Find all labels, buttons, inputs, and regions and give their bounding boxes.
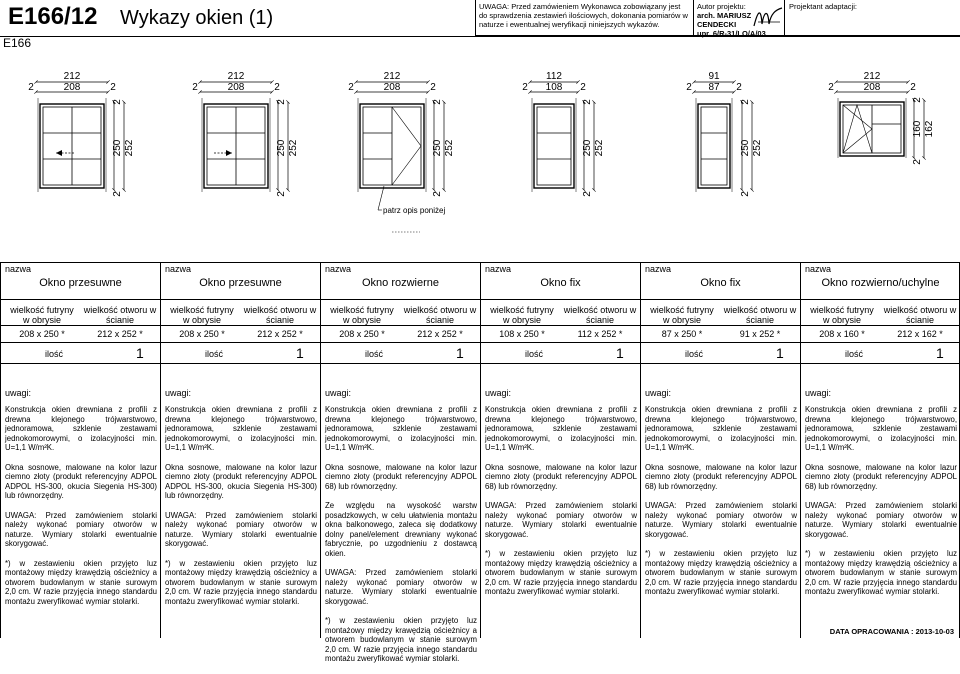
- row-divider: [321, 342, 480, 343]
- row-divider: [321, 363, 480, 364]
- frame-size-label: wielkość futryny w obrysie: [10, 305, 74, 325]
- title-block: [0, 0, 960, 62]
- w1-gap-top: 2: [112, 99, 123, 105]
- w6-width-inner: 208: [863, 82, 881, 93]
- row-divider: [1, 325, 160, 326]
- opening-size-label: wielkość otworu w ścianie: [403, 305, 477, 325]
- quantity-value: 1: [936, 345, 944, 361]
- adapt-cell: [785, 0, 960, 36]
- window-column: [320, 262, 480, 664]
- quantity-label: ilość: [845, 349, 864, 359]
- quantity-value: 1: [296, 345, 304, 361]
- drawing-code: E166/12: [8, 3, 98, 30]
- quantity-value: 1: [776, 345, 784, 361]
- quantity-value: 1: [616, 345, 624, 361]
- window-name: Okno fix: [700, 277, 741, 289]
- window-1-drawing: [28, 71, 135, 197]
- remark-warning: UWAGA: Przed zamówieniem stolarki należy wykonać pomiary otworów w naturze. Wymiary stolarki ewentualnie skorygować.: [165, 510, 317, 549]
- w5-height-outer: 252: [752, 139, 763, 157]
- remark-finish: Okna sosnowe, malowane na kolor lazur ciemno złoty (produkt referencyjny ADPOL 68) lub równorzędny.: [645, 462, 797, 491]
- row-divider: [481, 363, 640, 364]
- author-label: Autor projektu:: [697, 2, 746, 11]
- adapt-label: Projektant adaptacji:: [789, 2, 857, 11]
- frame-size-value: 208 x 160 *: [819, 329, 865, 339]
- remark-finish: Okna sosnowe, malowane na kolor lazur ciemno złoty (produkt referencyjny ADPOL ADPOL HS-300, okucia Siegenia HS-300) lub równorzędny.: [165, 462, 317, 501]
- window-column: [640, 262, 800, 638]
- opening-size-label: wielkość otworu w ścianie: [83, 305, 157, 325]
- remark-extra: Ze względu na wysokość warstw posadzkowych, w celu ułatwienia montażu okna balkonowego, zaleca się dodatkowy dolny panel/element drewniany wykonać fabrycznie, po uzgodnieniu z dostawcą okien.: [325, 500, 477, 558]
- row-divider: [321, 325, 480, 326]
- name-label: nazwa: [165, 264, 192, 274]
- remarks-label: uwagi:: [485, 388, 512, 398]
- window-name: Okno rozwierno/uchylne: [821, 277, 940, 289]
- row-divider: [641, 363, 800, 364]
- w6-gap-top: 2: [912, 97, 923, 103]
- w2-gap-right: 2: [274, 82, 280, 93]
- notice-cell: [475, 0, 694, 36]
- opening-size-value: 112 x 252 *: [577, 329, 623, 339]
- quantity-label: ilość: [45, 349, 64, 359]
- subtitle-code: E166: [3, 36, 32, 50]
- remark-construction: Konstrukcja okien drewniana z profili z drewna klejonego trójwarstwowo, jednoramowa, szklenie zestawami jednokomorowymi, o izolacyjności min. U=1,1 W/m²K.: [5, 405, 157, 453]
- quantity-label: ilość: [685, 349, 704, 359]
- remark-tolerance: *) w zestawieniu okien przyjęto luz montażowy między krawędzią ościeżnicy a otworem budowlanym w stanie surowym 2,0 cm. W razie przyjęcia innego standardu montażu zweryfikować wymiar stolarki.: [485, 548, 637, 597]
- window-drawings: [0, 62, 960, 262]
- remark-tolerance: *) w zestawieniu okien przyjęto luz montażowy między krawędzią ościeżnicy a otworem budowlanym w stanie surowym 2,0 cm. W razie przyjęcia innego standardu montażu zweryfikować wymiar stolarki.: [325, 616, 477, 664]
- window-column: [480, 262, 640, 638]
- name-label: nazwa: [5, 264, 32, 274]
- remark-warning: UWAGA: Przed zamówieniem stolarki należy wykonać pomiary otworów w naturze. Wymiary stolarki ewentualnie skorygować.: [485, 500, 637, 539]
- w6-height-outer: 162: [924, 120, 935, 138]
- opening-size-label: wielkość otworu w ścianie: [723, 305, 797, 325]
- name-label: nazwa: [645, 264, 672, 274]
- w1-gap-left: 2: [28, 82, 34, 93]
- w1-width-outer: 212: [63, 71, 81, 82]
- w6-height-inner: 160: [912, 120, 923, 138]
- remarks-text: [325, 405, 477, 674]
- window-column: [800, 262, 960, 638]
- remark-construction: Konstrukcja okien drewniana z profili z drewna klejonego trójwarstwowo, jednoramowa, szklenie zestawami jednokomorowymi, o izolacyjności min. U=1,1 W/m²K.: [165, 405, 317, 453]
- row-divider: [801, 325, 960, 326]
- w2-height-inner: 250: [276, 139, 287, 157]
- frame-size-label: wielkość futryny w obrysie: [170, 305, 234, 325]
- quantity-value: 1: [456, 345, 464, 361]
- remark-construction: Konstrukcja okien drewniana z profili z drewna klejonego trójwarstwowo, jednoramowa, szklenie zestawami jednokomorowymi, o izolacyjności min. U=1,1 W/m²K.: [645, 405, 797, 453]
- w4-gap-right: 2: [580, 82, 586, 93]
- frame-size-value: 208 x 250 *: [179, 329, 225, 339]
- frame-size-value: 87 x 250 *: [661, 329, 703, 339]
- w3-gap-right: 2: [430, 82, 436, 93]
- row-divider: [1, 342, 160, 343]
- quantity-value: 1: [136, 345, 144, 361]
- row-divider: [161, 342, 320, 343]
- frame-size-label: wielkość futryny w obrysie: [650, 305, 714, 325]
- w4-gap-top: 2: [582, 99, 593, 105]
- remarks-text: [485, 405, 637, 606]
- w4-width-inner: 108: [545, 82, 563, 93]
- opening-size-value: 212 x 252 *: [257, 329, 303, 339]
- frame-size-label: wielkość futryny w obrysie: [810, 305, 874, 325]
- w5-width-inner: 87: [708, 82, 720, 93]
- w4-gap-left: 2: [522, 82, 528, 93]
- remark-warning: UWAGA: Przed zamówieniem stolarki należy wykonać pomiary otworów w naturze. Wymiary stolarki ewentualnie skorygować.: [5, 510, 157, 549]
- window-6-drawing: [828, 71, 935, 165]
- frame-size-value: 208 x 250 *: [339, 329, 385, 339]
- remark-tolerance: *) w zestawieniu okien przyjęto luz montażowy między krawędzią ościeżnicy a otworem budowlanym w stanie surowym 2,0 cm. W razie przyjęcia innego standardu montażu zweryfikować wymiar stolarki.: [805, 548, 957, 597]
- window-name: Okno fix: [540, 277, 581, 289]
- w6-gap-right: 2: [910, 82, 916, 93]
- signature-icon: [752, 4, 786, 32]
- w1-gap-right: 2: [110, 82, 116, 93]
- w2-gap-top: 2: [276, 99, 287, 105]
- remarks-label: uwagi:: [645, 388, 672, 398]
- quantity-label: ilość: [525, 349, 544, 359]
- author-license: upr. 6/R-31/LO/A/03: [697, 29, 766, 38]
- w5-gap-right: 2: [736, 82, 742, 93]
- remarks-text: [805, 405, 957, 606]
- window-name: Okno rozwierne: [361, 277, 440, 289]
- remark-finish: Okna sosnowe, malowane na kolor lazur ciemno złoty (produkt referencyjny ADPOL ADPOL HS-300, okucia Siegenia HS-300) lub równorzędny.: [5, 462, 157, 501]
- remarks-label: uwagi:: [325, 388, 352, 398]
- callout-text: patrz opis poniżej: [383, 206, 446, 215]
- remark-finish: Okna sosnowe, malowane na kolor lazur ciemno złoty (produkt referencyjny ADPOL 68) lub równorzędny.: [805, 462, 957, 491]
- frame-size-label: wielkość futryny w obrysie: [490, 305, 554, 325]
- w6-gap-bottom: 2: [912, 159, 923, 165]
- remarks-label: uwagi:: [165, 388, 192, 398]
- window-5-drawing: [686, 71, 763, 197]
- remarks-label: uwagi:: [805, 388, 832, 398]
- name-label: nazwa: [325, 264, 352, 274]
- w3-gap-left: 2: [348, 82, 354, 93]
- w3-width-outer: 212: [383, 71, 401, 82]
- w6-width-outer: 212: [863, 71, 881, 82]
- remark-tolerance: *) w zestawieniu okien przyjęto luz montażowy między krawędzią ościeżnicy a otworem budowlanym w stanie surowym 2,0 cm. W razie przyjęcia innego standardu montażu zweryfikować wymiar stolarki.: [645, 548, 797, 597]
- row-divider: [161, 363, 320, 364]
- row-divider: [1, 299, 160, 300]
- remarks-text: [5, 405, 157, 616]
- header-rule: [0, 36, 960, 37]
- remark-finish: Okna sosnowe, malowane na kolor lazur ciemno złoty (produkt referencyjny ADPOL 68) lub równorzędny.: [485, 462, 637, 491]
- row-divider: [801, 342, 960, 343]
- w1-height-inner: 250: [112, 139, 123, 157]
- row-divider: [481, 325, 640, 326]
- window-2-drawing: [192, 71, 299, 197]
- remark-warning: UWAGA: Przed zamówieniem stolarki należy wykonać pomiary otworów w naturze. Wymiary stolarki ewentualnie skorygować.: [645, 500, 797, 539]
- opening-size-value: 91 x 252 *: [739, 329, 781, 339]
- w1-width-inner: 208: [63, 82, 81, 93]
- row-divider: [801, 363, 960, 364]
- window-name: Okno przesuwne: [199, 277, 282, 289]
- row-divider: [801, 299, 960, 300]
- window-column: [160, 262, 320, 638]
- name-label: nazwa: [485, 264, 512, 274]
- w2-gap-left: 2: [192, 82, 198, 93]
- w3-height-outer: 252: [444, 139, 455, 157]
- w4-width-outer: 112: [546, 71, 562, 82]
- w2-height-outer: 252: [288, 139, 299, 157]
- remark-warning: UWAGA: Przed zamówieniem stolarki należy wykonać pomiary otworów w naturze. Wymiary stolarki ewentualnie skorygować.: [325, 568, 477, 606]
- remark-construction: Konstrukcja okien drewniana z profili z drewna klejonego trójwarstwowo, jednoramowa, szklenie zestawami jednokomorowymi, o izolacyjności min. U=1,1 W/m²K.: [485, 405, 637, 453]
- opening-size-label: wielkość otworu w ścianie: [563, 305, 637, 325]
- remark-construction: Konstrukcja okien drewniana z profili z drewna klejonego trójwarstwowo, jednoramowa, szklenie zestawami jednokomorowymi, o izolacyjności min. U=1,1 W/m²K.: [325, 405, 477, 453]
- row-divider: [641, 325, 800, 326]
- row-divider: [481, 299, 640, 300]
- w1-gap-bottom: 2: [112, 191, 123, 197]
- row-divider: [161, 299, 320, 300]
- notice-text: UWAGA: Przed zamówieniem Wykonawca zobowiązany jest do sprawdzenia zestawień ilościowych, dokonania pomiarów w naturze i ewentualnej weryfikacji niniejszych wykazów.: [479, 2, 688, 29]
- author-name: arch. MARIUSZ CENDECKI: [697, 11, 752, 29]
- row-divider: [641, 342, 800, 343]
- window-column: [0, 262, 160, 638]
- w5-gap-bottom: 2: [740, 191, 751, 197]
- remarks-label: uwagi:: [5, 388, 32, 398]
- footer-date: DATA OPRACOWANIA : 2013-10-03: [829, 627, 954, 636]
- remark-tolerance: *) w zestawieniu okien przyjęto luz montażowy między krawędzią ościeżnicy a otworem budowlanym w stanie surowym 2,0 cm. W razie przyjęcia innego standardu montażu zweryfikować wymiar stolarki.: [5, 558, 157, 606]
- w6-gap-left: 2: [828, 82, 834, 93]
- w2-gap-bottom: 2: [276, 191, 287, 197]
- remark-tolerance: *) w zestawieniu okien przyjęto luz montażowy między krawędzią ościeżnicy a otworem budowlanym w stanie surowym 2,0 cm. W razie przyjęcia innego standardu montażu zweryfikować wymiar stolarki.: [165, 558, 317, 606]
- row-divider: [641, 299, 800, 300]
- w4-height-inner: 250: [582, 139, 593, 157]
- opening-size-label: wielkość otworu w ścianie: [883, 305, 957, 325]
- remarks-text: [645, 405, 797, 606]
- w3-height-inner: 250: [432, 139, 443, 157]
- w3-gap-bottom: 2: [432, 191, 443, 197]
- remark-warning: UWAGA: Przed zamówieniem stolarki należy wykonać pomiary otworów w naturze. Wymiary stolarki ewentualnie skorygować.: [805, 500, 957, 539]
- row-divider: [161, 325, 320, 326]
- frame-size-value: 208 x 250 *: [19, 329, 65, 339]
- frame-size-value: 108 x 250 *: [499, 329, 545, 339]
- w5-gap-top: 2: [740, 99, 751, 105]
- window-3-drawing: [348, 71, 455, 232]
- w3-gap-top: 2: [432, 99, 443, 105]
- name-label: nazwa: [805, 264, 832, 274]
- quantity-label: ilość: [365, 349, 384, 359]
- row-divider: [481, 342, 640, 343]
- w5-width-outer: 91: [708, 71, 720, 82]
- w1-height-outer: 252: [124, 139, 135, 157]
- page-title: Wykazy okien (1): [120, 7, 274, 29]
- opening-size-value: 212 x 162 *: [897, 329, 943, 339]
- window-name: Okno przesuwne: [39, 277, 122, 289]
- row-divider: [1, 363, 160, 364]
- title-cell: [0, 0, 475, 36]
- frame-size-label: wielkość futryny w obrysie: [330, 305, 394, 325]
- opening-size-value: 212 x 252 *: [97, 329, 143, 339]
- remark-finish: Okna sosnowe, malowane na kolor lazur ciemno złoty (produkt referencyjny ADPOL 68) lub równorzędny.: [325, 462, 477, 491]
- w5-height-inner: 250: [740, 139, 751, 157]
- w3-width-inner: 208: [383, 82, 401, 93]
- remarks-text: [165, 405, 317, 616]
- window-4-drawing: [522, 71, 605, 197]
- quantity-label: ilość: [205, 349, 224, 359]
- w2-width-outer: 212: [227, 71, 245, 82]
- opening-size-label: wielkość otworu w ścianie: [243, 305, 317, 325]
- w2-width-inner: 208: [227, 82, 245, 93]
- remark-construction: Konstrukcja okien drewniana z profili z drewna klejonego trójwarstwowo, jednoramowa, szklenie zestawami jednokomorowymi, o izolacyjności min. U=1,1 W/m²K.: [805, 405, 957, 453]
- opening-size-value: 212 x 252 *: [417, 329, 463, 339]
- w4-gap-bottom: 2: [582, 191, 593, 197]
- row-divider: [321, 299, 480, 300]
- w5-gap-left: 2: [686, 82, 692, 93]
- w4-height-outer: 252: [594, 139, 605, 157]
